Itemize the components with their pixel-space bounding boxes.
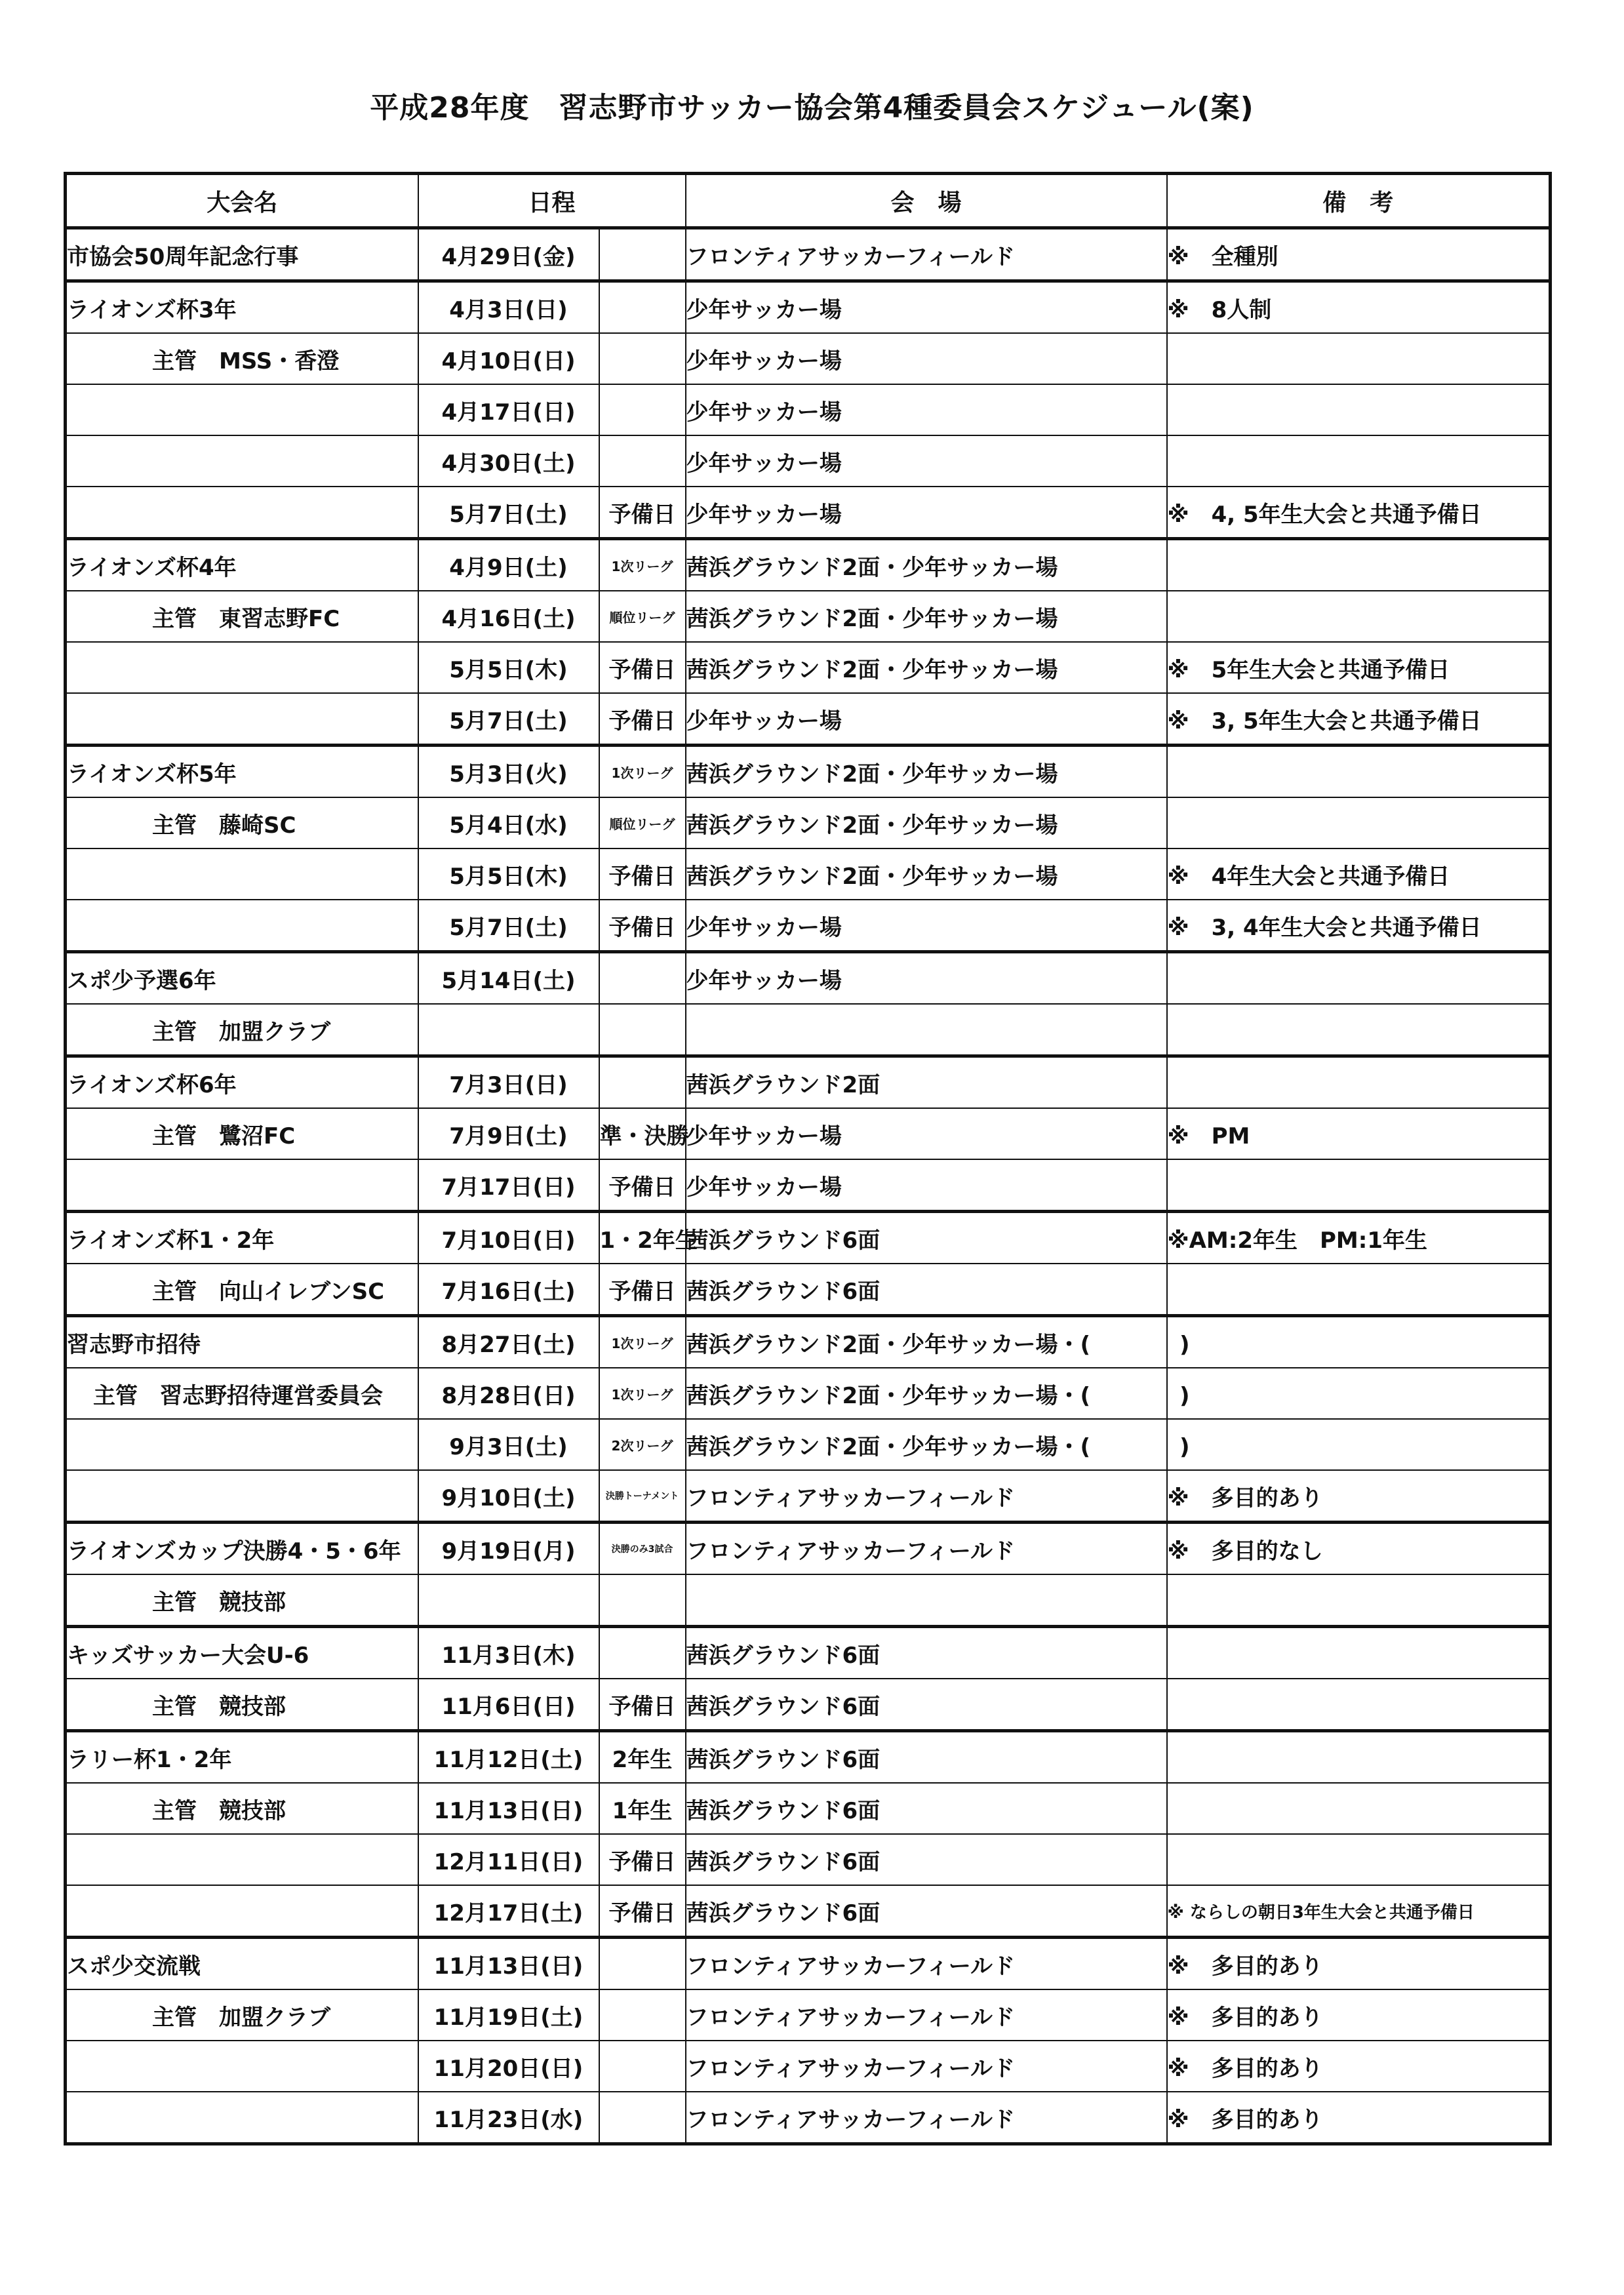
table-row [66, 642, 1551, 693]
date-cell: 11月23日(水) [418, 2092, 599, 2144]
table-row [66, 1834, 1551, 1885]
date-cell [418, 1574, 599, 1627]
notes-cell [1167, 539, 1551, 591]
notes-cell [1167, 1731, 1551, 1784]
event-name-cell: ライオンズ杯1・2年 [66, 1212, 418, 1264]
date-cell: 7月3日(日) [418, 1056, 599, 1109]
day-type-cell [599, 1574, 686, 1627]
notes-cell: ※ 全種別 [1167, 228, 1551, 281]
table-row [66, 281, 1551, 334]
day-type-cell [599, 1989, 686, 2041]
schedule-table [64, 172, 1552, 2145]
day-type-cell: 1次リーグ [599, 746, 686, 798]
day-type-cell: 順位リーグ [599, 591, 686, 642]
day-type-cell: 予備日 [599, 848, 686, 900]
table-row [66, 1989, 1551, 2041]
venue-cell: 茜浜グラウンド6面 [686, 1264, 1167, 1316]
day-type-cell [599, 952, 686, 1005]
venue-cell: 茜浜グラウンド6面 [686, 1783, 1167, 1834]
event-name-cell: 主管 向山イレブンSC [66, 1264, 418, 1316]
table-row [66, 1004, 1551, 1056]
event-name-cell [66, 848, 418, 900]
venue-cell [686, 1574, 1167, 1627]
venue-cell [686, 1004, 1167, 1056]
day-type-cell: 決勝トーナメント [599, 1470, 686, 1523]
event-name-cell: 主管 競技部 [66, 1679, 418, 1731]
day-type-cell: 予備日 [599, 1159, 686, 1212]
venue-cell: 少年サッカー場 [686, 1159, 1167, 1212]
table-row [66, 435, 1551, 487]
date-cell: 7月10日(日) [418, 1212, 599, 1264]
notes-cell [1167, 746, 1551, 798]
event-name-cell [66, 1885, 418, 1938]
event-name-cell: 主管 東習志野FC [66, 591, 418, 642]
event-name-cell: 主管 加盟クラブ [66, 1004, 418, 1056]
notes-cell [1167, 1159, 1551, 1212]
venue-cell: 茜浜グラウンド6面 [686, 1885, 1167, 1938]
event-name-cell [66, 2092, 418, 2144]
event-name-cell [66, 693, 418, 746]
date-cell: 5月3日(火) [418, 746, 599, 798]
date-cell: 4月29日(金) [418, 228, 599, 281]
date-cell: 11月13日(日) [418, 1783, 599, 1834]
day-type-cell: 予備日 [599, 1834, 686, 1885]
table-row [66, 1212, 1551, 1264]
notes-cell: ※ 多目的あり [1167, 2041, 1551, 2092]
table-row [66, 1885, 1551, 1938]
date-cell: 7月17日(日) [418, 1159, 599, 1212]
notes-cell [1167, 1627, 1551, 1679]
venue-cell: 茜浜グラウンド2面・少年サッカー場・( ) [686, 1368, 1167, 1419]
event-name-cell: 習志野市招待 [66, 1316, 418, 1368]
table-header-row [66, 174, 1551, 228]
table-row [66, 1731, 1551, 1784]
notes-cell [1167, 333, 1551, 384]
date-cell [418, 1004, 599, 1056]
notes-cell: ※ 5年生大会と共通予備日 [1167, 642, 1551, 693]
table-row [66, 487, 1551, 539]
header-venue: 会 場 [686, 174, 1167, 228]
table-row [66, 1316, 1551, 1368]
venue-cell: 茜浜グラウンド2面・少年サッカー場・( ) [686, 1316, 1167, 1368]
table-row [66, 2092, 1551, 2144]
day-type-cell [599, 2092, 686, 2144]
day-type-cell [599, 2041, 686, 2092]
event-name-cell [66, 642, 418, 693]
date-cell: 4月17日(日) [418, 384, 599, 435]
table-row [66, 952, 1551, 1005]
event-name-cell: 主管 競技部 [66, 1783, 418, 1834]
date-cell: 11月12日(土) [418, 1731, 599, 1784]
notes-cell: ※ 4, 5年生大会と共通予備日 [1167, 487, 1551, 539]
event-name-cell: 主管 MSS・香澄 [66, 333, 418, 384]
venue-cell: フロンティアサッカーフィールド [686, 2041, 1167, 2092]
notes-cell: ※ 多目的あり [1167, 2092, 1551, 2144]
day-type-cell: 1次リーグ [599, 1316, 686, 1368]
date-cell: 5月4日(水) [418, 797, 599, 848]
day-type-cell: 2年生 [599, 1731, 686, 1784]
table-row [66, 539, 1551, 591]
day-type-cell: 1・2年生 [599, 1212, 686, 1264]
table-row [66, 1056, 1551, 1109]
venue-cell: 少年サッカー場 [686, 1108, 1167, 1159]
notes-cell: ※ 3, 5年生大会と共通予備日 [1167, 693, 1551, 746]
event-name-cell: ライオンズカップ決勝4・5・6年 [66, 1523, 418, 1575]
venue-cell: 茜浜グラウンド2面・少年サッカー場 [686, 797, 1167, 848]
day-type-cell: 決勝のみ3試合 [599, 1523, 686, 1575]
event-name-cell: 主管 習志野招待運営委員会 [66, 1368, 418, 1419]
table-row [66, 746, 1551, 798]
notes-cell: ※ 多目的あり [1167, 1470, 1551, 1523]
day-type-cell: 2次リーグ [599, 1419, 686, 1470]
date-cell: 7月16日(土) [418, 1264, 599, 1316]
table-row [66, 1627, 1551, 1679]
notes-cell: ※ 多目的あり [1167, 1989, 1551, 2041]
table-row [66, 1264, 1551, 1316]
event-name-cell: スポ少交流戦 [66, 1938, 418, 1990]
day-type-cell: 1次リーグ [599, 539, 686, 591]
date-cell: 8月28日(日) [418, 1368, 599, 1419]
table-row [66, 591, 1551, 642]
day-type-cell [599, 384, 686, 435]
event-name-cell [66, 384, 418, 435]
day-type-cell: 予備日 [599, 1679, 686, 1731]
notes-cell: ※ PM [1167, 1108, 1551, 1159]
day-type-cell: 準・決勝 [599, 1108, 686, 1159]
venue-cell: 茜浜グラウンド2面・少年サッカー場・( ) [686, 1419, 1167, 1470]
date-cell: 4月3日(日) [418, 281, 599, 334]
table-row [66, 1159, 1551, 1212]
date-cell: 5月5日(木) [418, 848, 599, 900]
venue-cell: 少年サッカー場 [686, 435, 1167, 487]
table-row [66, 1419, 1551, 1470]
venue-cell: 少年サッカー場 [686, 281, 1167, 334]
date-cell: 11月6日(日) [418, 1679, 599, 1731]
date-cell: 11月20日(日) [418, 2041, 599, 2092]
event-name-cell [66, 487, 418, 539]
date-cell: 4月9日(土) [418, 539, 599, 591]
venue-cell: フロンティアサッカーフィールド [686, 228, 1167, 281]
date-cell: 5月7日(土) [418, 693, 599, 746]
date-cell: 11月19日(土) [418, 1989, 599, 2041]
notes-cell [1167, 591, 1551, 642]
date-cell: 5月7日(土) [418, 487, 599, 539]
date-cell: 4月30日(土) [418, 435, 599, 487]
date-cell: 8月27日(土) [418, 1316, 599, 1368]
event-name-cell: ライオンズ杯4年 [66, 539, 418, 591]
venue-cell: 少年サッカー場 [686, 900, 1167, 952]
notes-cell [1167, 1783, 1551, 1834]
date-cell: 7月9日(土) [418, 1108, 599, 1159]
event-name-cell: スポ少予選6年 [66, 952, 418, 1005]
event-name-cell: ラリー杯1・2年 [66, 1731, 418, 1784]
venue-cell: 少年サッカー場 [686, 384, 1167, 435]
table-row [66, 1783, 1551, 1834]
venue-cell: フロンティアサッカーフィールド [686, 1470, 1167, 1523]
venue-cell: 少年サッカー場 [686, 487, 1167, 539]
date-cell: 9月10日(土) [418, 1470, 599, 1523]
day-type-cell: 予備日 [599, 642, 686, 693]
day-type-cell: 予備日 [599, 1264, 686, 1316]
notes-cell [1167, 1679, 1551, 1731]
event-name-cell: 主管 加盟クラブ [66, 1989, 418, 2041]
notes-cell: ※ 3, 4年生大会と共通予備日 [1167, 900, 1551, 952]
day-type-cell [599, 1004, 686, 1056]
day-type-cell [599, 1938, 686, 1990]
day-type-cell [599, 435, 686, 487]
notes-cell [1167, 1056, 1551, 1109]
notes-cell: ※AM:2年生 PM:1年生 [1167, 1212, 1551, 1264]
day-type-cell [599, 333, 686, 384]
date-cell: 11月3日(木) [418, 1627, 599, 1679]
notes-cell: ※ 8人制 [1167, 281, 1551, 334]
event-name-cell [66, 435, 418, 487]
event-name-cell [66, 900, 418, 952]
event-name-cell [66, 1470, 418, 1523]
table-row [66, 693, 1551, 746]
notes-cell [1167, 1574, 1551, 1627]
event-name-cell: 主管 競技部 [66, 1574, 418, 1627]
venue-cell: フロンティアサッカーフィールド [686, 2092, 1167, 2144]
table-row [66, 2041, 1551, 2092]
notes-cell [1167, 1264, 1551, 1316]
table-row [66, 1470, 1551, 1523]
table-row [66, 1679, 1551, 1731]
day-type-cell: 1年生 [599, 1783, 686, 1834]
venue-cell: 茜浜グラウンド2面・少年サッカー場 [686, 539, 1167, 591]
date-cell: 5月7日(土) [418, 900, 599, 952]
day-type-cell [599, 228, 686, 281]
venue-cell: 茜浜グラウンド6面 [686, 1679, 1167, 1731]
date-cell: 12月11日(日) [418, 1834, 599, 1885]
venue-cell: 茜浜グラウンド2面 [686, 1056, 1167, 1109]
event-name-cell: キッズサッカー大会U-6 [66, 1627, 418, 1679]
venue-cell: 茜浜グラウンド6面 [686, 1212, 1167, 1264]
notes-cell [1167, 435, 1551, 487]
notes-cell [1167, 1834, 1551, 1885]
date-cell: 9月19日(月) [418, 1523, 599, 1575]
notes-cell [1167, 797, 1551, 848]
day-type-cell [599, 1056, 686, 1109]
day-type-cell [599, 281, 686, 334]
venue-cell: フロンティアサッカーフィールド [686, 1938, 1167, 1990]
table-row [66, 333, 1551, 384]
page-title: 平成28年度 習志野市サッカー協会第4種委員会スケジュール(案) [370, 91, 1254, 125]
venue-cell: 茜浜グラウンド6面 [686, 1834, 1167, 1885]
date-cell: 5月5日(木) [418, 642, 599, 693]
notes-cell [1167, 384, 1551, 435]
date-cell: 9月3日(土) [418, 1419, 599, 1470]
table-row [66, 1108, 1551, 1159]
date-cell: 12月17日(土) [418, 1885, 599, 1938]
event-name-cell [66, 2041, 418, 2092]
date-cell: 11月13日(日) [418, 1938, 599, 1990]
venue-cell: フロンティアサッカーフィールド [686, 1989, 1167, 2041]
notes-cell: ※ 4年生大会と共通予備日 [1167, 848, 1551, 900]
event-name-cell: 主管 藤崎SC [66, 797, 418, 848]
event-name-cell [66, 1159, 418, 1212]
venue-cell: 少年サッカー場 [686, 693, 1167, 746]
event-name-cell: 主管 鷺沼FC [66, 1108, 418, 1159]
notes-cell [1167, 1316, 1551, 1368]
table-row [66, 228, 1551, 281]
venue-cell: 茜浜グラウンド6面 [686, 1731, 1167, 1784]
venue-cell: 茜浜グラウンド2面・少年サッカー場 [686, 591, 1167, 642]
notes-cell: ※ ならしの朝日3年生大会と共通予備日 [1167, 1885, 1551, 1938]
day-type-cell: 1次リーグ [599, 1368, 686, 1419]
event-name-cell [66, 1834, 418, 1885]
venue-cell: 茜浜グラウンド2面・少年サッカー場 [686, 848, 1167, 900]
table-row [66, 797, 1551, 848]
notes-cell [1167, 952, 1551, 1005]
table-row [66, 384, 1551, 435]
day-type-cell: 予備日 [599, 900, 686, 952]
table-row [66, 1368, 1551, 1419]
venue-cell: 茜浜グラウンド2面・少年サッカー場 [686, 642, 1167, 693]
notes-cell [1167, 1368, 1551, 1419]
notes-cell [1167, 1004, 1551, 1056]
venue-cell: 茜浜グラウンド6面 [686, 1627, 1167, 1679]
header-notes: 備 考 [1167, 174, 1551, 228]
table-row [66, 1938, 1551, 1990]
event-name-cell: ライオンズ杯3年 [66, 281, 418, 334]
day-type-cell: 順位リーグ [599, 797, 686, 848]
header-event-name: 大会名 [66, 174, 418, 228]
event-name-cell: 市協会50周年記念行事 [66, 228, 418, 281]
day-type-cell: 予備日 [599, 693, 686, 746]
event-name-cell: ライオンズ杯5年 [66, 746, 418, 798]
notes-cell: ※ 多目的あり [1167, 1938, 1551, 1990]
event-name-cell: ライオンズ杯6年 [66, 1056, 418, 1109]
venue-cell: フロンティアサッカーフィールド [686, 1523, 1167, 1575]
notes-cell: ※ 多目的なし [1167, 1523, 1551, 1575]
table-row [66, 1523, 1551, 1575]
day-type-cell: 予備日 [599, 487, 686, 539]
notes-cell [1167, 1419, 1551, 1470]
venue-cell: 少年サッカー場 [686, 952, 1167, 1005]
venue-cell: 茜浜グラウンド2面・少年サッカー場 [686, 746, 1167, 798]
venue-cell: 少年サッカー場 [686, 333, 1167, 384]
header-date: 日程 [418, 174, 686, 228]
event-name-cell [66, 1419, 418, 1470]
day-type-cell [599, 1627, 686, 1679]
table-row [66, 1574, 1551, 1627]
date-cell: 4月10日(日) [418, 333, 599, 384]
day-type-cell: 予備日 [599, 1885, 686, 1938]
table-row [66, 848, 1551, 900]
date-cell: 5月14日(土) [418, 952, 599, 1005]
table-row [66, 900, 1551, 952]
date-cell: 4月16日(土) [418, 591, 599, 642]
